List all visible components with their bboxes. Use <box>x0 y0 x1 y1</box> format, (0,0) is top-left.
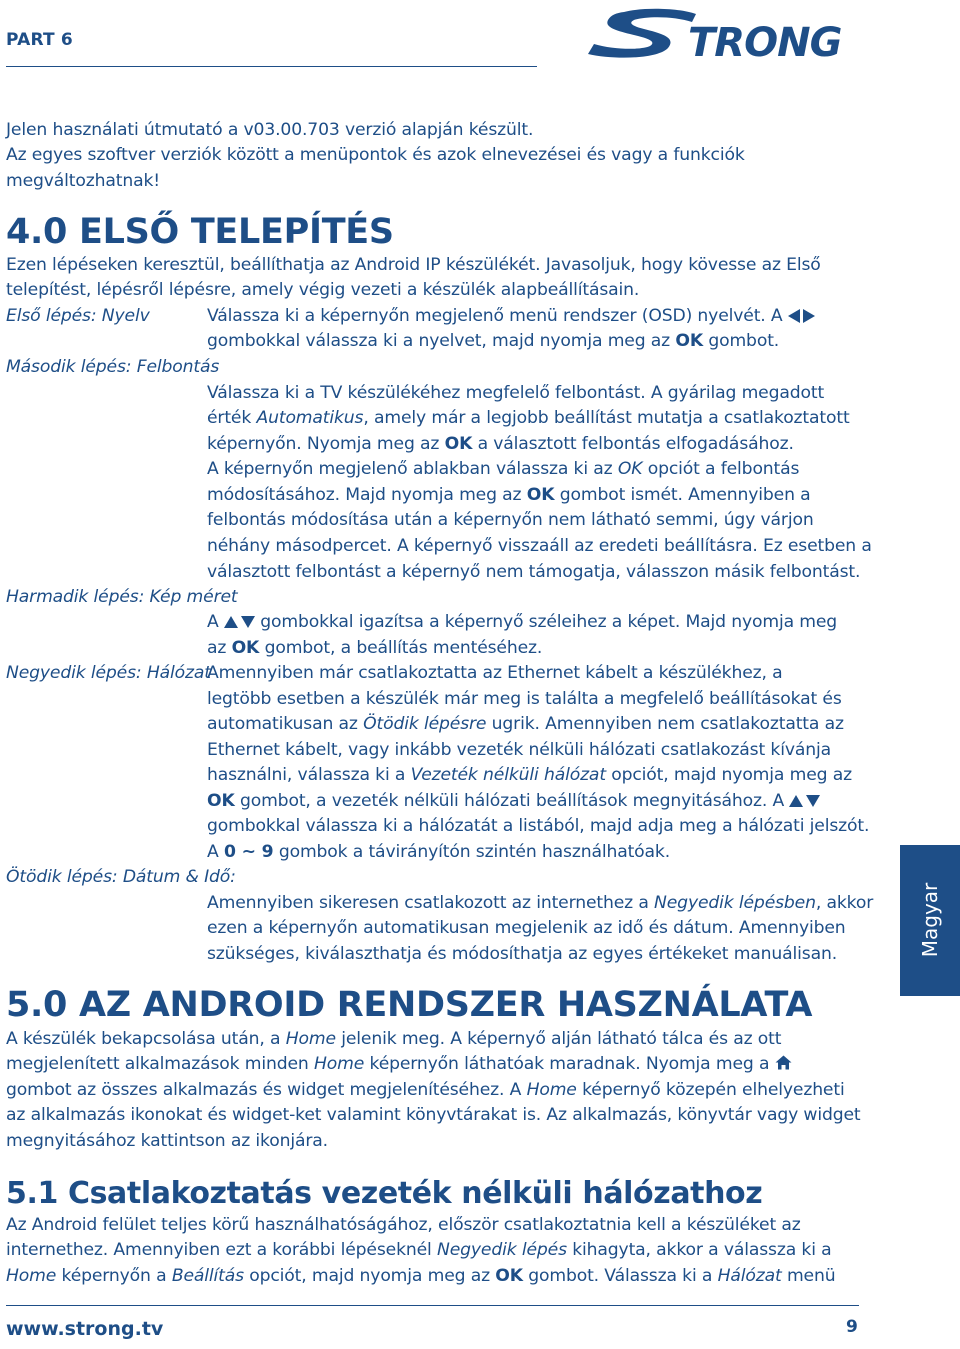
section-4-para-2: telepítést, lépésről lépésre, amely végig vezeti a készülék alapbeállításain. <box>6 280 640 300</box>
home-term: Home <box>314 1054 365 1074</box>
right-arrow-icon <box>803 309 815 323</box>
step2-text-3a: képernyőn. Nyomja meg az <box>207 434 440 454</box>
step5-text-1b: , akkor <box>815 893 874 913</box>
section-5-1-title: 5.1 Csatlakoztatás vezeték nélküli hálózathoz <box>6 1176 763 1211</box>
step4-text-3b: ugrik. Amennyiben nem csatlakoztatta az <box>491 714 844 734</box>
intro-line-1: Jelen használati útmutató a v03.00.703 verzió alapján készült. <box>6 120 534 140</box>
section-5-1-line-2 <box>6 1238 832 1264</box>
step2-line-8: választott felbontást a képernyő nem támogatja, válasszon másik felbontást. <box>207 562 861 582</box>
step2-line-5 <box>207 483 811 509</box>
step2-line-2 <box>207 406 850 432</box>
down-arrow-icon <box>806 795 820 807</box>
fourth-step-ref: Negyedik lépés <box>437 1240 567 1260</box>
step2-text-5b: gombot ismét. Amennyiben a <box>559 485 811 505</box>
step2-line-3 <box>207 432 794 458</box>
step5-text-1a: Amennyiben sikeresen csatlakozott az internethez a <box>207 893 649 913</box>
down-arrow-icon <box>241 616 255 628</box>
step3-text-2a: az <box>207 638 227 658</box>
step1-label: Első lépés: Nyelv <box>6 306 150 326</box>
home-term: Home <box>526 1080 577 1100</box>
step2-line-7: néhány másodpercet. A képernyő visszaáll az eredeti beállításra. Ez esetben a <box>207 536 872 556</box>
step2-line-6: felbontás módosítása után a képernyőn nem látható semmi, úgy várjon <box>207 510 814 530</box>
ok-key: OK <box>675 331 704 351</box>
section-5-1-line-3 <box>6 1264 835 1290</box>
s5-text-2b: képernyőn láthatóak maradnak. Nyomja meg a <box>369 1054 770 1074</box>
svg-text:TRONG: TRONG <box>688 20 842 62</box>
ok-key: OK <box>526 485 555 505</box>
step2-label: Második lépés: Felbontás <box>6 357 220 377</box>
step4-line-1: Amennyiben már csatlakoztatta az Ethernet kábelt a készülékhez, a <box>207 663 783 683</box>
s5-text-1a: A készülék bekapcsolása után, a <box>6 1029 281 1049</box>
home-icon <box>775 1055 792 1070</box>
settings-term: Beállítás <box>171 1266 244 1286</box>
step2-line-4 <box>207 457 799 483</box>
step1-line-2 <box>207 329 779 355</box>
step2-text-4b: opciót a felbontás <box>647 459 800 479</box>
s51-text-3a: képernyőn a <box>61 1266 167 1286</box>
step3-text-2b: gombot, a beállítás mentéséhez. <box>264 638 543 658</box>
step3-text-1b: gombokkal igazítsa a képernyő széleihez a képet. Majd nyomja meg <box>260 612 838 632</box>
step4-line-4: Ethernet kábelt, vagy inkább vezeték nélküli hálózati csatlakozást kívánja <box>207 740 831 760</box>
left-arrow-icon <box>788 309 800 323</box>
part-label: PART 6 <box>6 30 73 50</box>
step4-text-3a: automatikusan az <box>207 714 358 734</box>
home-term: Home <box>6 1266 57 1286</box>
step4-text-5b: opciót, majd nyomja meg az <box>611 765 852 785</box>
website-link[interactable]: www.strong.tv <box>6 1318 164 1340</box>
s51-text-2a: internethez. Amennyiben ezt a korábbi lépéseknél <box>6 1240 432 1260</box>
step1-text-2a: gombokkal válassza ki a nyelvet, majd nyomja meg az <box>207 331 671 351</box>
section-5-line-3 <box>6 1078 845 1104</box>
step5-line-3: szükséges, kiválaszthatja és módosíthatja az egyes értékeket manuálisan. <box>207 944 838 964</box>
ok-option: OK <box>617 459 643 479</box>
fifth-step-ref: Ötödik lépésre <box>363 714 487 734</box>
intro-line-3: megváltozhatnak! <box>6 171 161 191</box>
step4-text-8b: gombok a távirányítón szintén használhatóak. <box>278 842 671 862</box>
step3-text-1a: A <box>207 612 219 632</box>
automatic-term: Automatikus <box>256 408 364 428</box>
step3-line-1 <box>207 610 837 636</box>
s5-text-1b: jelenik meg. A képernyő alján látható tálca és az ott <box>341 1029 782 1049</box>
section-5-line-5: megnyitásához kattintson az ikonjára. <box>6 1131 328 1151</box>
step2-text-3b: a választott felbontás elfogadásához. <box>477 434 794 454</box>
step4-line-8 <box>207 840 670 866</box>
step4-text-6b: gombot, a vezeték nélküli hálózati beállítások megnyitásához. A <box>239 791 785 811</box>
s51-text-3c: gombot. Válassza ki a <box>528 1266 713 1286</box>
s51-text-3d: menü <box>786 1266 836 1286</box>
step2-text-5a: módosításához. Majd nyomja meg az <box>207 485 522 505</box>
home-term: Home <box>285 1029 336 1049</box>
section-5-line-2 <box>6 1052 792 1078</box>
step2-text-2a: érték <box>207 408 252 428</box>
s51-text-2b: kihagyta, akkor a válassza ki a <box>572 1240 832 1260</box>
network-term: Hálózat <box>717 1266 782 1286</box>
s5-text-2a: megjelenített alkalmazások minden <box>6 1054 309 1074</box>
s5-text-3a: gombot az összes alkalmazás és widget megjelenítéséhez. A <box>6 1080 522 1100</box>
step4-line-3 <box>207 712 844 738</box>
language-label: Magyar <box>918 882 942 958</box>
step5-line-1 <box>207 891 873 917</box>
page-number: 9 <box>846 1317 858 1337</box>
step4-line-5 <box>207 763 852 789</box>
section-5-title: 5.0 AZ ANDROID RENDSZER HASZNÁLATA <box>6 985 813 1025</box>
step4-line-7: gombokkal válassza ki a hálózatát a listából, majd adja meg a hálózati jelszót. <box>207 816 870 836</box>
section-4-title: 4.0 ELSŐ TELEPÍTÉS <box>6 212 394 252</box>
number-keys: 0 ~ 9 <box>223 842 274 862</box>
step5-line-2: ezen a képernyőn automatikusan megjelenik az idő és dátum. Amennyiben <box>207 918 846 938</box>
step3-line-2 <box>207 636 542 662</box>
ok-key: OK <box>444 434 473 454</box>
section-4-para-1: Ezen lépéseken keresztül, beállíthatja az Android IP készülékét. Javasoljuk, hogy kövesse az Első <box>6 255 821 275</box>
step4-text-8a: A <box>207 842 219 862</box>
section-5-line-1 <box>6 1027 781 1053</box>
step1-text-2b: gombot. <box>708 331 780 351</box>
header-divider <box>6 66 537 67</box>
step4-label: Negyedik lépés: Hálózat <box>6 663 211 683</box>
up-arrow-icon <box>224 616 238 628</box>
s5-text-3b: képernyő közepén elhelyezheti <box>582 1080 845 1100</box>
footer-divider <box>6 1305 859 1306</box>
step2-text-2b: , amely már a legjobb beállítást mutatja a csatlakoztatott <box>363 408 850 428</box>
step3-label: Harmadik lépés: Kép méret <box>6 587 238 607</box>
step1-text-1: Válassza ki a képernyőn megjelenő menü rendszer (OSD) nyelvét. A <box>207 306 783 326</box>
fourth-step-ref: Negyedik lépésben <box>654 893 816 913</box>
ok-key: OK <box>231 638 260 658</box>
step2-line-1: Válassza ki a TV készülékéhez megfelelő felbontást. A gyárilag megadott <box>207 383 825 403</box>
language-side-tab <box>900 845 960 996</box>
step4-line-6 <box>207 789 820 815</box>
strong-logo <box>584 6 860 62</box>
up-arrow-icon <box>789 795 803 807</box>
step4-line-2: legtöbb esetben a készülék már meg is találta a megfelelő beállításokat és <box>207 689 842 709</box>
step4-text-5a: használni, válassza ki a <box>207 765 406 785</box>
s51-text-3b: opciót, majd nyomja meg az <box>249 1266 490 1286</box>
section-5-line-4: az alkalmazás ikonokat és widget-ket valamint könyvtárakat is. Az alkalmazás, könyvtár vagy widget <box>6 1105 861 1125</box>
step5-label: Ötödik lépés: Dátum & Idő: <box>6 867 236 887</box>
step1-line-1 <box>207 304 815 330</box>
intro-line-2: Az egyes szoftver verziók között a menüpontok és azok elnevezései és vagy a funkciók <box>6 145 745 165</box>
ok-key: OK <box>495 1266 523 1286</box>
step2-text-4a: A képernyőn megjelenő ablakban válassza ki az <box>207 459 613 479</box>
section-5-1-line-1: Az Android felület teljes körű használhatóságához, először csatlakoztatnia kell a készüléket az <box>6 1215 801 1235</box>
wireless-network-ref: Vezeték nélküli hálózat <box>410 765 606 785</box>
ok-key: OK <box>207 791 235 811</box>
